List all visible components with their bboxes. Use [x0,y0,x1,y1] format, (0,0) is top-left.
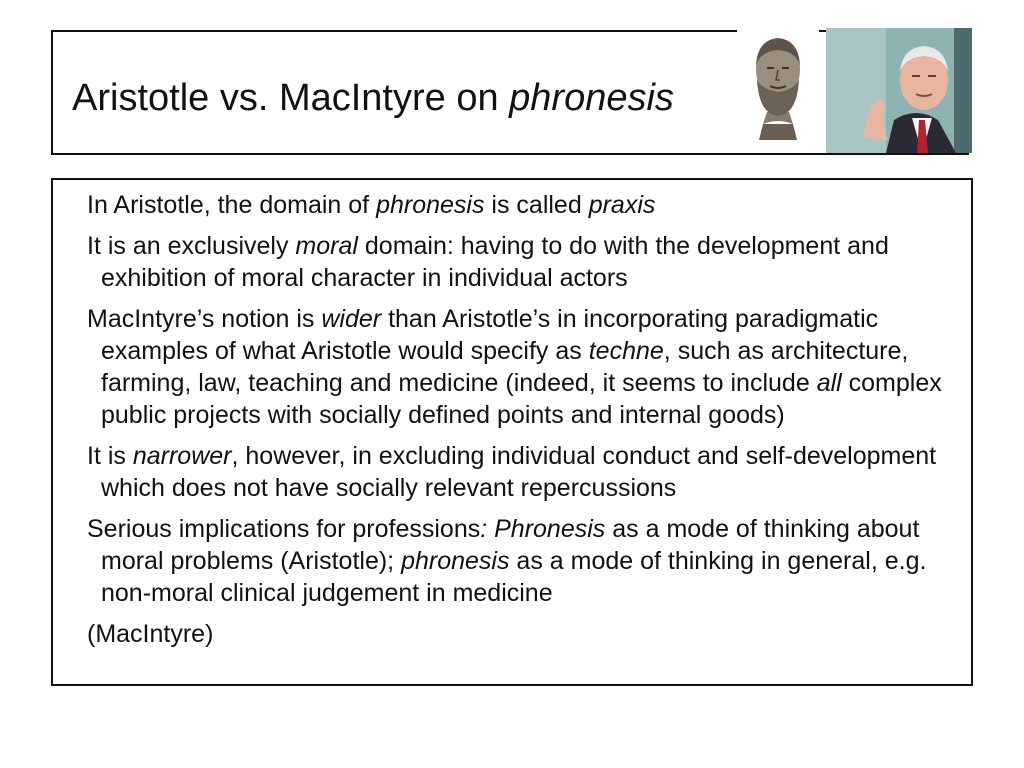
bullet-italic: all [816,369,842,397]
bullet-text: than Aristotle’s in incorporating paradigmatic examples of what Aristotle would specify as [101,305,879,365]
title-text: Aristotle vs. MacIntyre on [72,77,510,119]
bullet-text: , however, in excluding individual conduct and self-development which does not have socially relevant repercussions [101,442,937,502]
bullet-item [87,440,962,504]
slide-title [72,74,674,122]
bullet-text: , such as architecture, farming, law, teaching and medicine (indeed, it seems to include [101,337,909,397]
bullet-italic: narrower [132,442,232,470]
bullet-item [87,230,962,294]
bullet-text: is called [484,191,589,219]
bullet-item [87,303,962,431]
bullet-italic: phronesis [401,547,510,575]
bullet-italic: moral [295,232,358,260]
bullet-item [87,618,962,650]
bullet-list [87,189,962,659]
bullet-text: Serious implications for professions [87,515,481,543]
bullet-text: It is [87,442,133,470]
bullet-text: as a mode of thinking about moral problems (Aristotle); [101,515,920,575]
macintyre-photo-image [826,28,972,153]
macintyre-photo-icon [826,28,972,153]
bullet-text: complex public projects with socially defined points and internal goods) [101,369,942,429]
bullet-italic: phronesis [376,191,485,219]
bullet-italic: praxis [588,191,656,219]
bullet-text: (MacIntyre) [87,620,214,648]
aristotle-bust-image [737,28,819,148]
bullet-text: domain: having to do with the development and exhibition of moral character in individual actors [101,232,889,292]
title-italic: phronesis [509,77,674,119]
bullet-item [87,513,962,609]
bullet-italic: : Phronesis [480,515,606,543]
bullet-italic: techne [588,337,664,365]
aristotle-bust-icon [737,28,819,148]
bullet-text: It is an exclusively [87,232,296,260]
bullet-item [87,189,962,221]
bullet-text: MacIntyre’s notion is [87,305,322,333]
bullet-italic: wider [321,305,382,333]
bullet-text: as a mode of thinking in general, e.g. non-moral clinical judgement in medicine [101,547,927,607]
bullet-text: In Aristotle, the domain of [87,191,377,219]
